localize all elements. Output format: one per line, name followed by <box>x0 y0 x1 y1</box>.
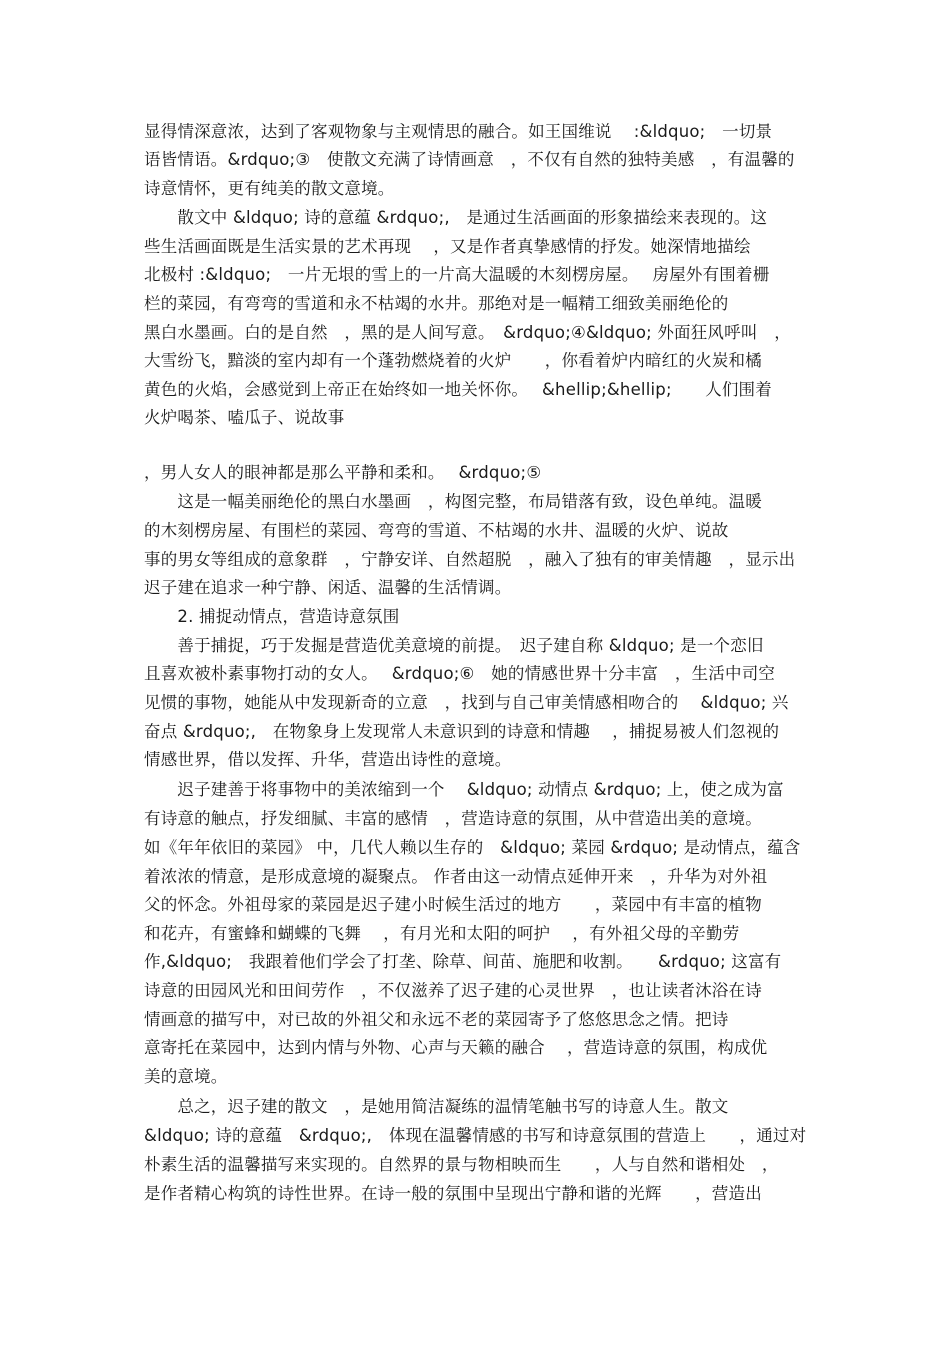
text-line: 善于捕捉，巧于发掘是营造优美意境的前提。 迟子建自称 &ldquo; 是一个恋旧 <box>144 636 764 655</box>
text-line: 见惯的事物，她能从中发现新奇的立意 ，找到与自己审美情感相吻合的 &ldquo; 兴 <box>144 693 789 712</box>
text-line: 这是一幅美丽绝伦的黑白水墨画 ，构图完整，布局错落有致，设色单纯。温暖 <box>144 492 762 511</box>
text-line: 如《年年依旧的菜园》 中，几代人赖以生存的 &ldquo; 菜园 &rdquo; 是动情点，蕴含 <box>144 838 801 857</box>
text-line: 朴素生活的温馨描写来实现的。自然界的景与物相映而生 ，人与自然和谐相处 ， <box>144 1155 779 1174</box>
text-line: 些生活画面既是生活实景的艺术再现 ，又是作者真挚感情的抒发。她深情地描绘 <box>144 237 751 256</box>
text-line: 诗意的田园风光和田间劳作 ，不仅滋养了迟子建的心灵世界 ，也让读者沐浴在诗 <box>144 981 762 1000</box>
text-line: 的木刻楞房屋、有围栏的菜园、弯弯的雪道、不枯竭的水井、温暖的火炉、说故 <box>144 521 729 540</box>
text-line: 大雪纷飞，黯淡的室内却有一个蓬勃燃烧着的火炉 ，你看着炉内暗红的火炭和橘 <box>144 351 762 370</box>
text-line: 诗意情怀，更有纯美的散文意境。 <box>144 179 395 198</box>
text-line: 奋点 &rdquo;, 在物象身上发现常人未意识到的诗意和情趣 ，捕捉易被人们忽视的 <box>144 722 780 741</box>
text-line: 有诗意的触点，抒发细腻、丰富的感情 ，营造诗意的氛围，从中营造出美的意境。 <box>144 809 762 828</box>
text-line: 栏的菜园，有弯弯的雪道和永不枯竭的水井。那绝对是一幅精工细致美丽绝伦的 <box>144 294 729 313</box>
text-line: 着浓浓的情意，是形成意境的凝聚点。 作者由这一动情点延伸开来 ，升华为对外祖 <box>144 867 768 886</box>
text-line: 且喜欢被朴素事物打动的女人。 &rdquo;⑥ 她的情感世界十分丰富 ，生活中司空 <box>144 664 776 683</box>
text-line: 事的男女等组成的意象群 ，宁静安详、自然超脱 ，融入了独有的审美情趣 ，显示出 <box>144 550 796 569</box>
text-line: 情感世界，借以发挥、升华，营造出诗性的意境。 <box>144 750 512 769</box>
text-line: &ldquo; 诗的意蕴 &rdquo;, 体现在温馨情感的书写和诗意氛围的营造上 ，通过对 <box>144 1126 807 1145</box>
text-line: 和花卉，有蜜蜂和蝴蝶的飞舞 ，有月光和太阳的呵护 ，有外祖父母的辛勤劳 <box>144 924 740 943</box>
text-line: 父的怀念。外祖母家的菜园是迟子建小时候生活过的地方 ，菜园中有丰富的植物 <box>144 895 762 914</box>
text-line: 迟子建善于将事物中的美浓缩到一个 &ldquo; 动情点 &rdquo; 上，使之成为富 <box>144 780 784 799</box>
text-line: 迟子建在追求一种宁静、闲适、温馨的生活情调。 <box>144 578 512 597</box>
text-line: 总之，迟子建的散文 ，是她用简洁凝练的温情笔触书写的诗意人生。散文 <box>144 1097 729 1116</box>
text-line: 语皆情语。&rdquo;③ 使散文充满了诗情画意 ，不仅有自然的独特美感 ，有温馨的 <box>144 150 795 169</box>
text-line: 意寄托在菜园中，达到内情与外物、心声与天籁的融合 ，营造诗意的氛围，构成优 <box>144 1038 768 1057</box>
text-line: 散文中 &ldquo; 诗的意蕴 &rdquo;, 是通过生活画面的形象描绘来表现的。这 <box>144 208 768 227</box>
text-line: 显得情深意浓，达到了客观物象与主观情思的融合。如王国维说 :&ldquo; 一切景 <box>144 122 773 141</box>
text-line: 情画意的描写中，对已故的外祖父和永远不老的菜园寄予了悠悠思念之情。把诗 <box>144 1010 729 1029</box>
text-line: ，男人女人的眼神都是那么平静和柔和。 &rdquo;⑤ <box>144 463 542 482</box>
section-heading: 2. 捕捉动情点，营造诗意氛围 <box>144 607 400 626</box>
text-line: 黑白水墨画。白的是自然 ，黑的是人间写意。 &rdquo;④&ldquo; 外面狂风呼叫 ， <box>144 323 791 342</box>
text-line: 作,&ldquo; 我跟着他们学会了打垄、除草、间苗、施肥和收割。 &rdquo; 这富有 <box>144 952 782 971</box>
text-line: 黄色的火焰，会感觉到上帝正在始终如一地关怀你。 &hellip;&hellip; 人们围着 <box>144 380 772 399</box>
text-line: 火炉喝茶、嗑瓜子、说故事 <box>144 408 345 427</box>
text-line: 美的意境。 <box>144 1067 228 1086</box>
text-line: 是作者精心构筑的诗性世界。在诗一般的氛围中呈现出宁静和谐的光辉 ，营造出 <box>144 1184 762 1203</box>
text-line: 北极村 :&ldquo; 一片无垠的雪上的一片高大温暖的木刻楞房屋。 房屋外有围着栅 <box>144 265 770 284</box>
